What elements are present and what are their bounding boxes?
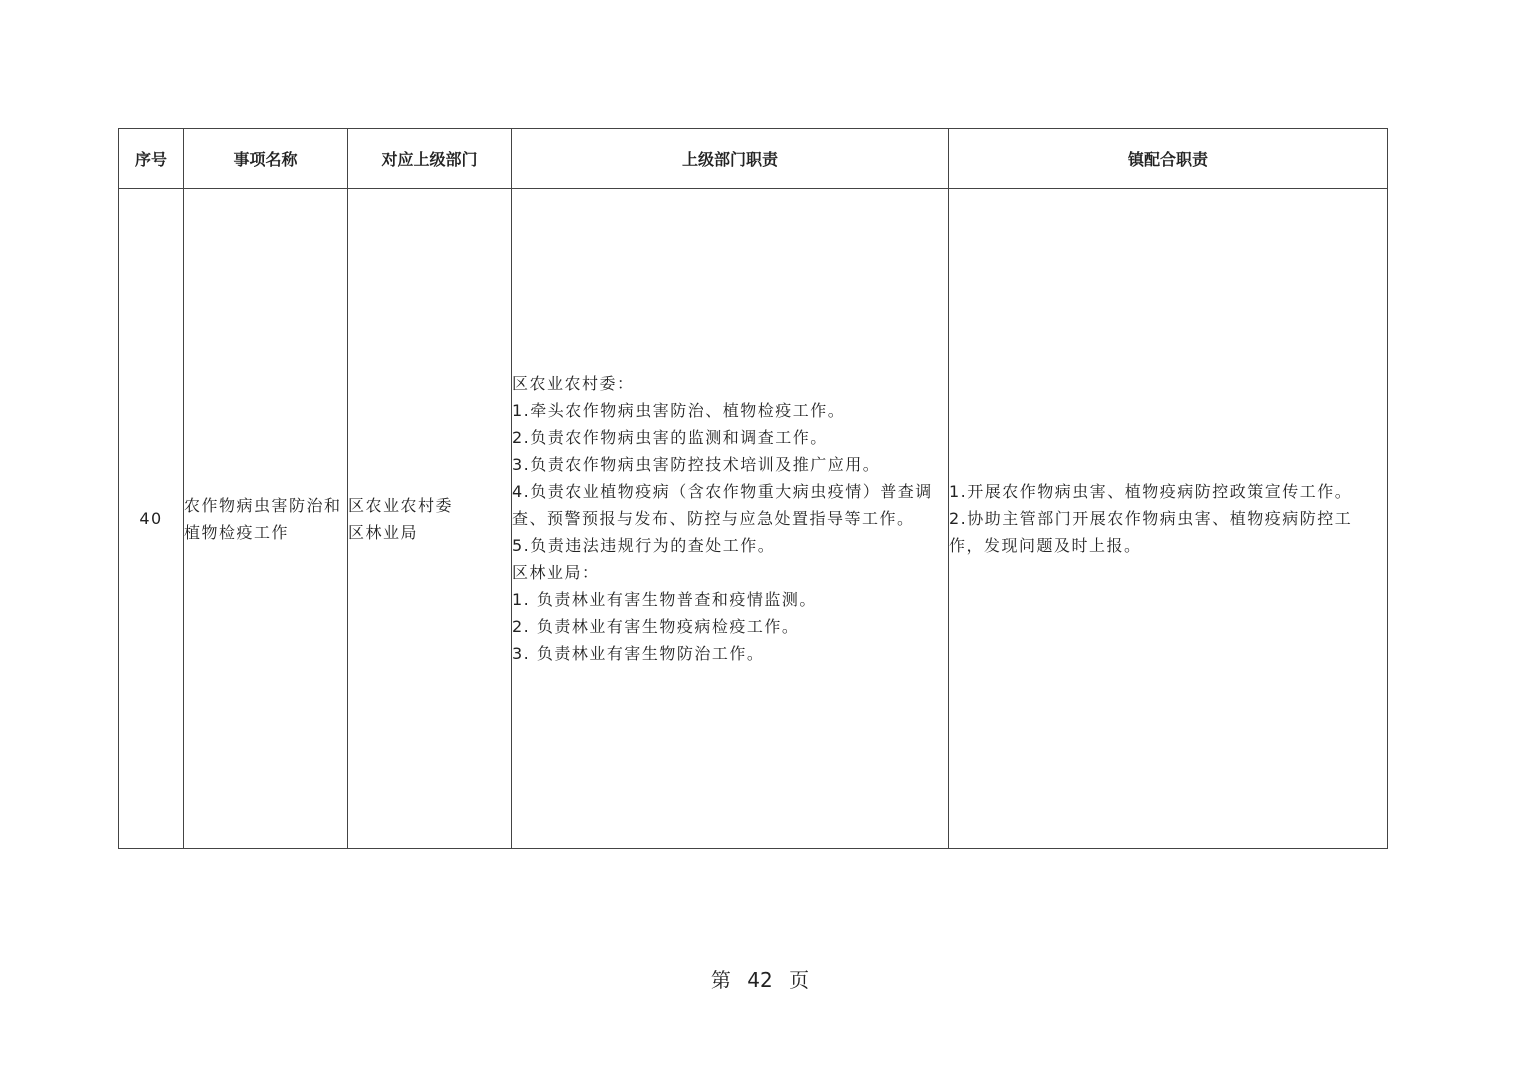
upper-duty-line: 5.负责违法违规行为的查处工作。 [512, 536, 776, 555]
page-footer [0, 964, 1520, 993]
upper-duty-line: 1. 负责林业有害生物普查和疫情监测。 [512, 590, 817, 609]
cell-index: 40 [119, 189, 184, 849]
upper-dept-line: 区农业农村委 [348, 495, 454, 515]
upper-duty-line: 2. 负责林业有害生物疫病检疫工作。 [512, 617, 800, 636]
header-index: 序号 [119, 129, 184, 189]
upper-duty-line: 区农业农村委： [512, 374, 635, 393]
table-header-row [119, 129, 1388, 189]
town-duty-line: 1.开展农作物病虫害、植物疫病防控政策宣传工作。 [949, 482, 1353, 501]
upper-duty-line: 区林业局： [512, 563, 600, 582]
header-upper-dept: 对应上级部门 [348, 129, 512, 189]
town-duty-line: 2.协助主管部门开展农作物病虫害、植物疫病防控工作，发现问题及时上报。 [949, 509, 1353, 555]
upper-duty-line: 3.负责农作物病虫害防控技术培训及推广应用。 [512, 455, 881, 474]
upper-dept-line: 区林业局 [348, 522, 419, 542]
cell-upper-dept [348, 189, 512, 849]
cell-item-name: 农作物病虫害防治和植物检疫工作 [184, 189, 348, 849]
upper-duty-line: 4.负责农业植物疫病（含农作物重大病虫疫情）普查调查、预警预报与发布、防控与应急处置指导等工作。 [512, 482, 933, 528]
cell-town-duty [949, 189, 1388, 849]
table-row [119, 189, 1388, 849]
upper-duty-line: 1.牵头农作物病虫害防治、植物检疫工作。 [512, 401, 846, 420]
header-upper-duty: 上级部门职责 [512, 129, 949, 189]
page-suffix: 页 [789, 968, 810, 992]
header-item-name: 事项名称 [184, 129, 348, 189]
header-town-duty: 镇配合职责 [949, 129, 1388, 189]
page-number: 42 [747, 968, 773, 992]
upper-duty-line: 2.负责农作物病虫害的监测和调查工作。 [512, 428, 828, 447]
upper-duty-line: 3. 负责林业有害生物防治工作。 [512, 644, 765, 663]
cell-upper-duty [512, 189, 949, 849]
duty-table [118, 128, 1388, 849]
page-prefix: 第 [710, 968, 731, 992]
